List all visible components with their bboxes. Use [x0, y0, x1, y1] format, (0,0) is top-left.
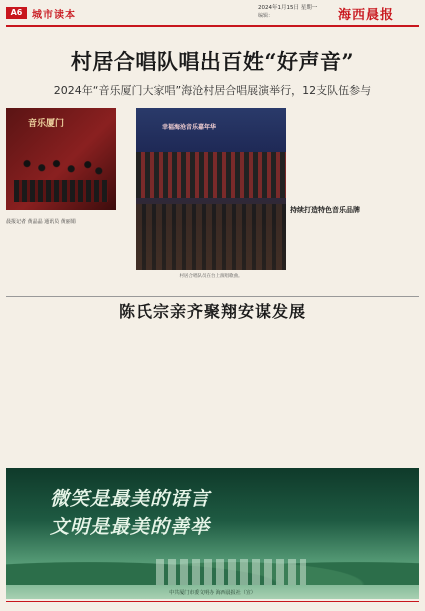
photo2-banner-text: 幸福海沧音乐嘉年华 — [162, 124, 217, 131]
masthead — [0, 0, 425, 26]
article2-col2 — [88, 326, 166, 462]
text-line — [170, 458, 248, 462]
text-line — [290, 291, 354, 293]
banner-slogan-1: 微笑是最美的语言 — [50, 488, 211, 510]
text-line — [6, 286, 131, 292]
article-separator — [6, 296, 419, 297]
newspaper-logo: 海西晨报 — [338, 8, 395, 23]
text-line — [357, 291, 419, 293]
editor-line: 编辑： — [258, 13, 274, 19]
article2-headline: 陈氏宗亲齐聚翔安谋发展 — [118, 302, 306, 321]
article1-photo-left — [6, 108, 116, 210]
article1-col2 — [6, 236, 131, 292]
text-line — [336, 458, 419, 462]
civility-banner — [6, 468, 419, 599]
banner-city-skyline — [156, 559, 306, 585]
article1-subtitle-right: 持续打造特色音乐品牌 — [290, 206, 360, 214]
banner-slogan-2: 文明是最美的善举 — [50, 516, 211, 538]
article2-col3 — [170, 326, 248, 462]
article2-col1 — [6, 326, 84, 462]
article1-photo-stage — [136, 108, 286, 270]
issue-date: 2024年1月15日 星期一 — [258, 5, 318, 11]
photo2-stage — [136, 152, 286, 198]
article2-col5 — [336, 326, 419, 462]
text-line — [6, 458, 84, 462]
article1-headline: 村居合唱队唱出百姓“好声音” — [70, 49, 355, 74]
article1-col3 — [290, 108, 354, 293]
photo2-audience — [136, 204, 286, 270]
text-line — [88, 458, 166, 462]
text-line — [252, 458, 332, 462]
section-name: 城市读本 — [32, 10, 76, 21]
photo1-choir-rows — [14, 180, 108, 202]
article1-col4 — [357, 108, 419, 293]
article2-col4 — [252, 326, 332, 462]
page-number: A6 — [6, 7, 27, 19]
article1-subhead: 2024年“音乐厦门大家唱”海沧村居合唱展演举行，12支队伍参与 — [53, 84, 372, 97]
footer-rule — [6, 601, 419, 602]
photo2-caption: 村居合唱队员在台上演唱歌曲。 — [179, 274, 243, 279]
banner-credit: 中共厦门市委文明办 海西晨报社（宣） — [169, 590, 256, 596]
article1-byline: 晨报记者 黄晶晶 通讯员 黄丽娟 — [6, 219, 76, 225]
masthead-rule — [6, 25, 419, 27]
photo1-title: 音乐厦门 — [28, 119, 65, 129]
